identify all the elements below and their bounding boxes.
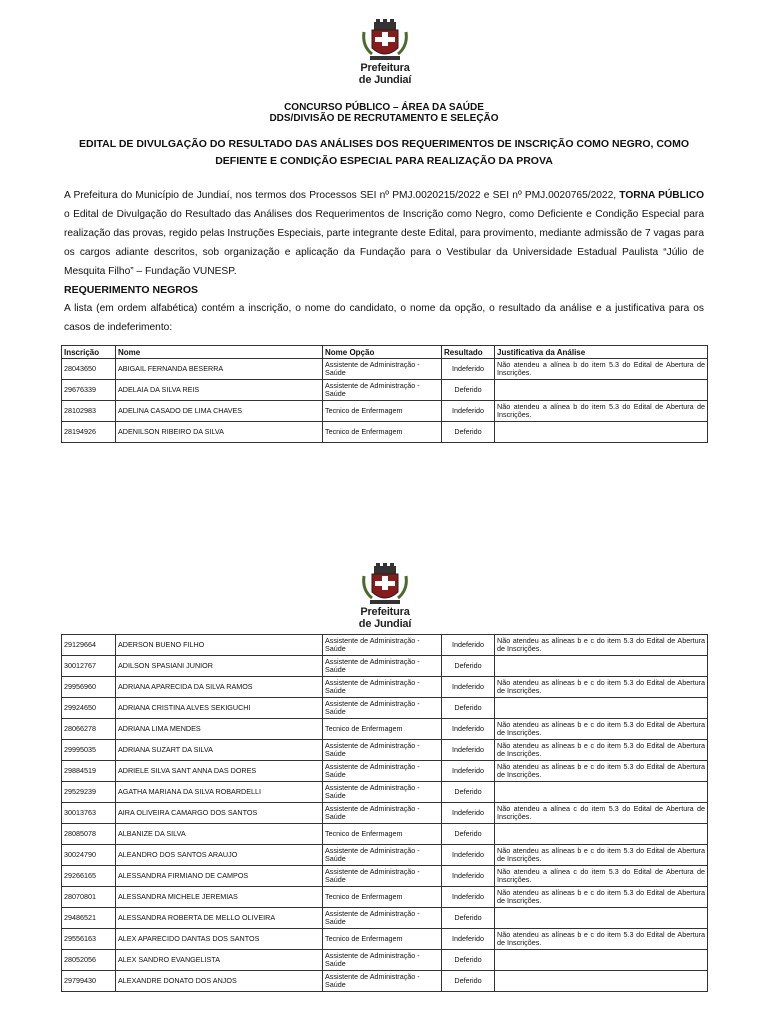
cell-opcao: Tecnico de Enfermagem <box>323 824 442 845</box>
intro-text-end: o Edital de Divulgação do Resultado das Análises dos Requerimentos de Inscrição como Negro, como Deficiente e Condição Especial para realização das provas, regido pelas Instruções Especiais, parte integrante deste Edital, para provimento, mediante admissão de 7 vagas para os cargos adiante descritos, sob organização e aplicação da Fundação para o Vestibular da Universidade Estadual Paulista “Júlio de Mesquita Filho” – Fundação VUNESP. <box>64 209 704 277</box>
intro-text-start: A Prefeitura do Município de Jundiaí, nos termos dos Processos SEI nº PMJ.0020215/2022 e SEI nº PMJ.0020765/2022, <box>64 190 620 201</box>
header-line1: CONCURSO PÚBLICO – ÁREA DA SAÚDE <box>284 102 484 113</box>
table-row <box>62 782 708 803</box>
section-description: A lista (em ordem alfabética) contém a inscrição, o nome do candidato, o nome da opção, o resultado da análise e a justificativa para os casos de indeferimento: <box>64 303 704 333</box>
table-row <box>62 824 708 845</box>
cell-inscricao: 28066278 <box>62 719 116 740</box>
cell-nome: ADRIANA SUZART DA SILVA <box>116 740 323 761</box>
cell-resultado: Deferido <box>442 824 495 845</box>
table-header-row <box>62 346 708 359</box>
header-line2: DDS/DIVISÃO DE RECRUTAMENTO E SELEÇÃO <box>269 113 499 124</box>
table-row <box>62 887 708 908</box>
col-header-justificativa: Justificativa da Análise <box>495 346 708 359</box>
cell-justificativa: Não atendeu as alíneas b e c do item 5.3 do Edital de Abertura de Inscrições. <box>495 635 708 656</box>
cell-justificativa: Não atendeu a alínea b do item 5.3 do Edital de Abertura de Inscrições. <box>495 359 708 380</box>
cell-resultado: Indeferido <box>442 761 495 782</box>
cell-resultado: Indeferido <box>442 359 495 380</box>
cell-resultado: Deferido <box>442 950 495 971</box>
cell-nome: ADELINA CASADO DE LIMA CHAVES <box>116 401 323 422</box>
cell-opcao: Assistente de Administração - Saúde <box>323 971 442 992</box>
table-row <box>62 929 708 950</box>
cell-inscricao: 28102983 <box>62 401 116 422</box>
cell-nome: ADERSON BUENO FILHO <box>116 635 323 656</box>
table-row <box>62 635 708 656</box>
table-row <box>62 866 708 887</box>
table-row <box>62 422 708 443</box>
cell-justificativa: Não atendeu as alíneas b e c do item 5.3 do Edital de Abertura de Inscrições. <box>495 677 708 698</box>
cell-justificativa <box>495 908 708 929</box>
cell-nome: ADENILSON RIBEIRO DA SILVA <box>116 422 323 443</box>
cell-justificativa: Não atendeu a alínea b do item 5.3 do Edital de Abertura de Inscrições. <box>495 401 708 422</box>
cell-resultado: Indeferido <box>442 887 495 908</box>
cell-resultado: Deferido <box>442 380 495 401</box>
cell-nome: ADILSON SPASIANI JUNIOR <box>116 656 323 677</box>
cell-resultado: Indeferido <box>442 866 495 887</box>
cell-justificativa <box>495 698 708 719</box>
cell-nome: ALESSANDRA ROBERTA DE MELLO OLIVEIRA <box>116 908 323 929</box>
cell-justificativa <box>495 380 708 401</box>
cell-opcao: Tecnico de Enfermagem <box>323 929 442 950</box>
section-title: REQUERIMENTO NEGROS <box>64 284 198 296</box>
cell-resultado: Indeferido <box>442 845 495 866</box>
table-row <box>62 971 708 992</box>
cell-resultado: Indeferido <box>442 929 495 950</box>
cell-nome: ALESSANDRA MICHELE JEREMIAS <box>116 887 323 908</box>
cell-inscricao: 29529239 <box>62 782 116 803</box>
cell-opcao: Assistente de Administração - Saúde <box>323 656 442 677</box>
cell-nome: ADELAIA DA SILVA REIS <box>116 380 323 401</box>
cell-inscricao: 29995035 <box>62 740 116 761</box>
cell-opcao: Tecnico de Enfermagem <box>323 887 442 908</box>
col-header-opcao: Nome Opção <box>323 346 442 359</box>
cell-resultado: Deferido <box>442 971 495 992</box>
cell-opcao: Assistente de Administração - Saúde <box>323 908 442 929</box>
cell-inscricao: 30013763 <box>62 803 116 824</box>
cell-opcao: Assistente de Administração - Saúde <box>323 380 442 401</box>
cell-nome: ADRIELE SILVA SANT ANNA DAS DORES <box>116 761 323 782</box>
cell-inscricao: 29956960 <box>62 677 116 698</box>
cell-opcao: Assistente de Administração - Saúde <box>323 635 442 656</box>
cell-justificativa <box>495 971 708 992</box>
cell-inscricao: 29884519 <box>62 761 116 782</box>
prefeitura-logo <box>340 18 430 86</box>
cell-opcao: Assistente de Administração - Saúde <box>323 845 442 866</box>
cell-opcao: Assistente de Administração - Saúde <box>323 677 442 698</box>
cell-opcao: Assistente de Administração - Saúde <box>323 866 442 887</box>
cell-resultado: Indeferido <box>442 677 495 698</box>
table-row <box>62 698 708 719</box>
cell-resultado: Deferido <box>442 908 495 929</box>
cell-inscricao: 28194926 <box>62 422 116 443</box>
cell-opcao: Assistente de Administração - Saúde <box>323 359 442 380</box>
cell-inscricao: 29676339 <box>62 380 116 401</box>
cell-resultado: Deferido <box>442 422 495 443</box>
coat-of-arms-icon <box>360 18 410 62</box>
cell-opcao: Assistente de Administração - Saúde <box>323 950 442 971</box>
cell-nome: ALEANDRO DOS SANTOS ARAUJO <box>116 845 323 866</box>
cell-inscricao: 28070801 <box>62 887 116 908</box>
cell-resultado: Indeferido <box>442 635 495 656</box>
cell-justificativa <box>495 656 708 677</box>
intro-text-bold: TORNA PÚBLICO <box>619 190 704 201</box>
cell-nome: ALEX APARECIDO DANTAS DOS SANTOS <box>116 929 323 950</box>
cell-opcao: Assistente de Administração - Saúde <box>323 782 442 803</box>
cell-justificativa <box>495 422 708 443</box>
table-row <box>62 761 708 782</box>
cell-nome: ABIGAIL FERNANDA BESERRA <box>116 359 323 380</box>
logo-line2-page2: de Jundiaí <box>358 618 412 630</box>
cell-justificativa: Não atendeu as alíneas b e c do item 5.3 do Edital de Abertura de Inscrições. <box>495 719 708 740</box>
col-header-resultado: Resultado <box>442 346 495 359</box>
cell-opcao: Assistente de Administração - Saúde <box>323 761 442 782</box>
document-page-2 <box>0 550 768 1024</box>
table-row <box>62 359 708 380</box>
cell-nome: AIRA OLIVEIRA CAMARGO DOS SANTOS <box>116 803 323 824</box>
table-row <box>62 380 708 401</box>
col-header-inscricao: Inscrição <box>62 346 116 359</box>
logo-line1-page2: Prefeitura <box>360 606 410 618</box>
cell-inscricao: 29129664 <box>62 635 116 656</box>
cell-inscricao: 29799430 <box>62 971 116 992</box>
cell-inscricao: 29924650 <box>62 698 116 719</box>
cell-opcao: Assistente de Administração - Saúde <box>323 698 442 719</box>
cell-inscricao: 28043650 <box>62 359 116 380</box>
cell-nome: AGATHA MARIANA DA SILVA ROBARDELLI <box>116 782 323 803</box>
cell-resultado: Deferido <box>442 656 495 677</box>
cell-inscricao: 30012767 <box>62 656 116 677</box>
cell-resultado: Indeferido <box>442 401 495 422</box>
cell-inscricao: 30024790 <box>62 845 116 866</box>
results-table-page1 <box>61 345 708 443</box>
table-row <box>62 719 708 740</box>
table-row <box>62 803 708 824</box>
cell-inscricao: 28052056 <box>62 950 116 971</box>
cell-nome: ALBANIZE DA SILVA <box>116 824 323 845</box>
cell-justificativa <box>495 950 708 971</box>
logo-line2: de Jundiaí <box>358 74 412 86</box>
table-row <box>62 677 708 698</box>
cell-inscricao: 29486521 <box>62 908 116 929</box>
table-row <box>62 656 708 677</box>
cell-inscricao: 29556163 <box>62 929 116 950</box>
cell-nome: ADRIANA APARECIDA DA SILVA RAMOS <box>116 677 323 698</box>
cell-nome: ADRIANA LIMA MENDES <box>116 719 323 740</box>
col-header-nome: Nome <box>116 346 323 359</box>
logo-line1: Prefeitura <box>360 62 410 74</box>
cell-inscricao: 29266165 <box>62 866 116 887</box>
cell-opcao: Assistente de Administração - Saúde <box>323 803 442 824</box>
cell-justificativa: Não atendeu as alíneas b e c do item 5.3 do Edital de Abertura de Inscrições. <box>495 929 708 950</box>
cell-opcao: Assistente de Administração - Saúde <box>323 740 442 761</box>
prefeitura-logo-page2 <box>340 562 430 630</box>
cell-justificativa: Não atendeu a alínea c do item 5.3 do Edital de Abertura de Inscrições. <box>495 866 708 887</box>
table-row <box>62 845 708 866</box>
cell-nome: ADRIANA CRISTINA ALVES SEKIGUCHI <box>116 698 323 719</box>
document-page-1 <box>0 0 768 498</box>
table-row <box>62 950 708 971</box>
table-row <box>62 740 708 761</box>
cell-justificativa: Não atendeu a alínea c do item 5.3 do Edital de Abertura de Inscrições. <box>495 803 708 824</box>
table-row <box>62 908 708 929</box>
cell-justificativa: Não atendeu as alíneas b e c do item 5.3 do Edital de Abertura de Inscrições. <box>495 845 708 866</box>
intro-paragraph <box>64 186 704 281</box>
cell-resultado: Indeferido <box>442 740 495 761</box>
results-table-page2 <box>61 634 708 992</box>
cell-resultado: Deferido <box>442 698 495 719</box>
cell-justificativa <box>495 824 708 845</box>
table-row <box>62 401 708 422</box>
cell-justificativa: Não atendeu as alíneas b e c do item 5.3 do Edital de Abertura de Inscrições. <box>495 761 708 782</box>
cell-resultado: Indeferido <box>442 803 495 824</box>
cell-opcao: Tecnico de Enfermagem <box>323 422 442 443</box>
cell-nome: ALEXANDRE DONATO DOS ANJOS <box>116 971 323 992</box>
cell-nome: ALEX SANDRO EVANGELISTA <box>116 950 323 971</box>
cell-justificativa <box>495 782 708 803</box>
cell-nome: ALESSANDRA FIRMIANO DE CAMPOS <box>116 866 323 887</box>
cell-resultado: Deferido <box>442 782 495 803</box>
cell-opcao: Tecnico de Enfermagem <box>323 401 442 422</box>
coat-of-arms-icon <box>360 562 410 606</box>
cell-opcao: Tecnico de Enfermagem <box>323 719 442 740</box>
cell-resultado: Indeferido <box>442 719 495 740</box>
edital-title: EDITAL DE DIVULGAÇÃO DO RESULTADO DAS ANÁLISES DOS REQUERIMENTOS DE INSCRIÇÃO COMO NEGRO, COMO DEFIENTE E CONDIÇÃO ESPECIAL PARA REALIZAÇÃO DA PROVA <box>78 138 689 167</box>
cell-justificativa: Não atendeu as alíneas b e c do item 5.3 do Edital de Abertura de Inscrições. <box>495 740 708 761</box>
cell-justificativa: Não atendeu as alíneas b e c do item 5.3 do Edital de Abertura de Inscrições. <box>495 887 708 908</box>
cell-inscricao: 28085078 <box>62 824 116 845</box>
